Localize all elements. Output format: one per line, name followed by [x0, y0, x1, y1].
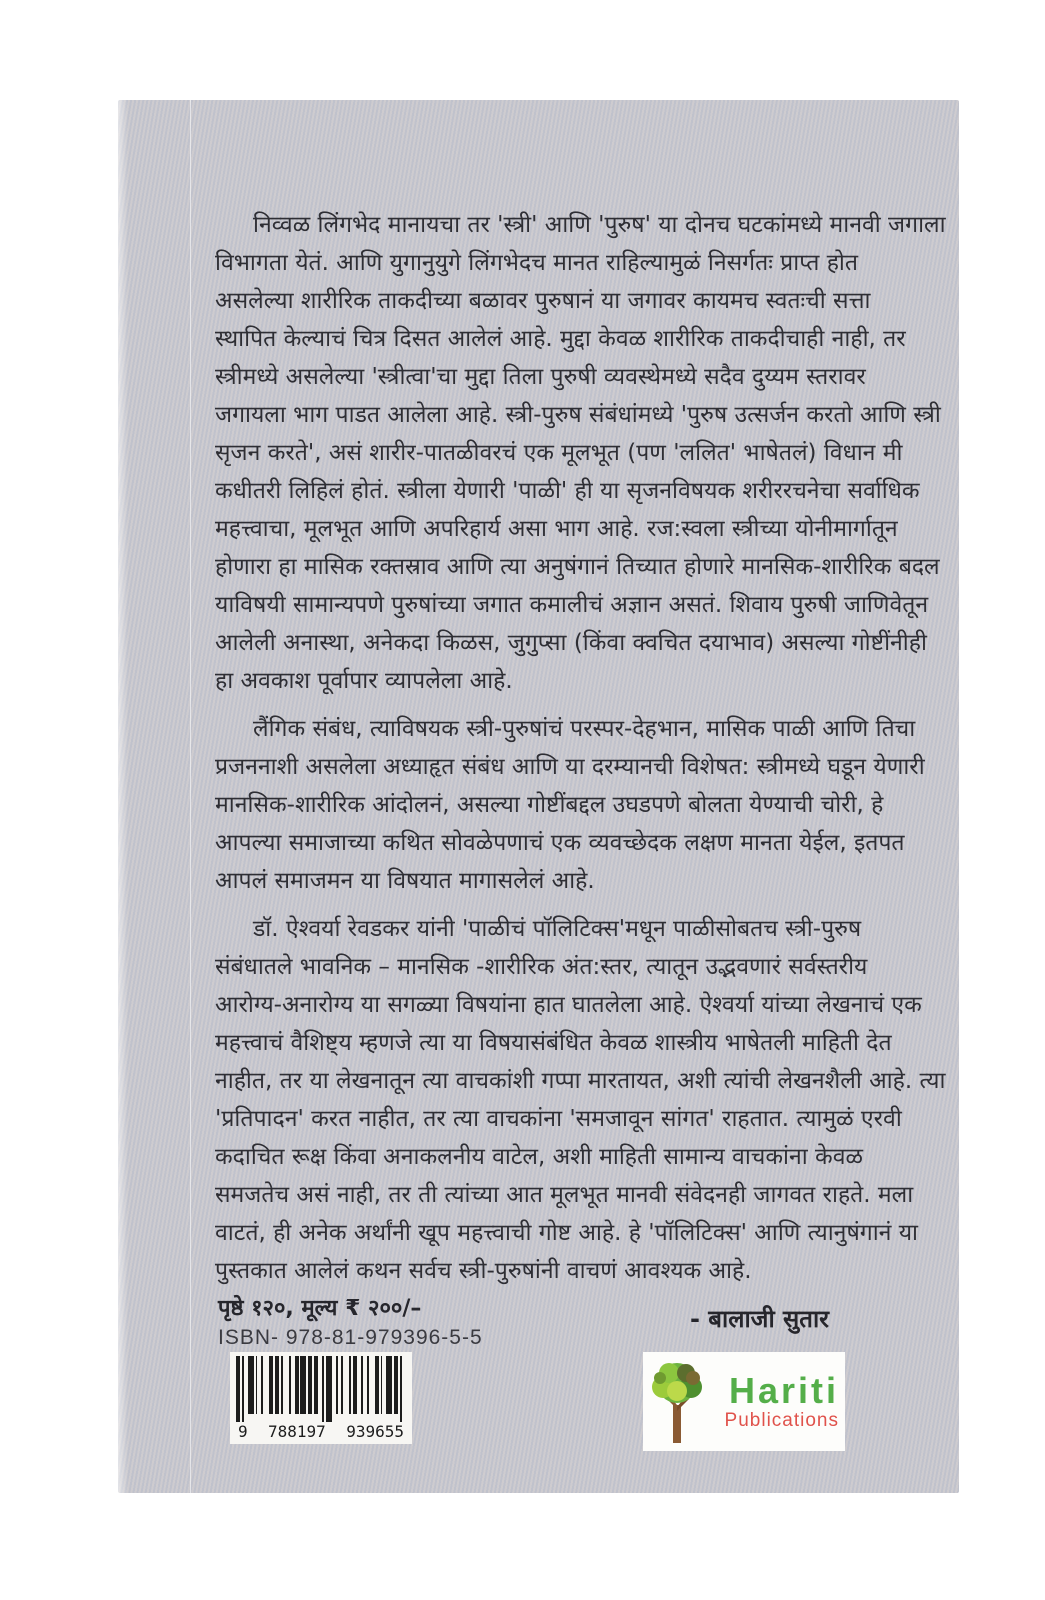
isbn-text: ISBN- 978-81-979396-5-5 — [218, 1326, 483, 1349]
text-line: होणारा हा मासिक रक्तस्राव आणि त्या अनुषंगानं तिच्यात होणारे मानसिक-शारीरिक बदल — [215, 554, 940, 580]
text-line: वाटतं, ही अनेक अर्थांनी खूप महत्त्वाची गोष्ट आहे. हे 'पॉलिटिक्स' आणि त्यानुषंगानं या — [215, 1220, 919, 1246]
text-line: डॉ. ऐश्वर्या रेवडकर यांनी 'पाळीचं पॉलिटिक्स'मधून पाळीसोबतच स्त्री-पुरुष — [253, 916, 862, 942]
barcode-digits — [236, 1422, 406, 1441]
text-line: हा अवकाश पूर्वापार व्यापलेला आहे. — [215, 668, 513, 694]
paragraph — [215, 910, 946, 1290]
text-line: याविषयी सामान्यपणे पुरुषांच्या जगात कमालीचं अज्ञान असतं. शिवाय पुरुषी जाणिवेतून — [215, 592, 929, 618]
cover-fold-line — [190, 100, 191, 1493]
text-line: आलेली अनास्था, अनेकदा किळस, जुगुप्सा (किंवा क्वचित दयाभाव) असल्या गोष्टींनीही — [215, 630, 927, 656]
text-line: आपल्या समाजाच्या कथित सोवळेपणाचं एक व्यवच्छेदक लक्षण मानता येईल, इतपत — [215, 830, 905, 856]
publisher-logo — [643, 1352, 845, 1451]
text-line: पुस्तकात आलेलं कथन सर्वच स्त्री-पुरुषांनी वाचणं आवश्यक आहे. — [215, 1258, 752, 1284]
text-line: स्थापित केल्याचं चित्र दिसत आलेलं आहे. मुद्दा केवळ शारीरिक ताकदीचाही नाही, तर — [215, 326, 906, 352]
barcode-digit-group: 788197 — [268, 1422, 326, 1441]
barcode-digit-group: 939655 — [346, 1422, 404, 1441]
text-line: संबंधातले भावनिक – मानसिक -शारीरिक अंत:स्तर, त्यातून उद्भवणारं सर्वस्तरीय — [215, 954, 868, 980]
text-line: असलेल्या शारीरिक ताकदीच्या बळावर पुरुषानं या जगावर कायमच स्वतःची सत्ता — [215, 288, 871, 314]
barcode — [230, 1352, 412, 1444]
text-line: स्त्रीमध्ये असलेल्या 'स्त्रीत्वा'चा मुद्दा तिला पुरुषी व्यवस्थेमध्ये सदैव दुय्यम स्तरावर — [215, 364, 866, 390]
text-line: समजतेच असं नाही, तर ती त्यांच्या आत मूलभूत मानवी संवेदनही जागवत राहते. मला — [215, 1182, 914, 1208]
barcode-space — [402, 1356, 406, 1414]
text-line: सृजन करते', असं शारीर-पातळीवरचं एक मूलभूत (पण 'ललित' भाषेतलं) विधान मी — [215, 440, 903, 466]
tree-icon — [649, 1357, 705, 1447]
blurb-text — [215, 206, 946, 1338]
barcode-digit-group: 9 — [238, 1422, 248, 1441]
text-line: जगायला भाग पाडत आलेला आहे. स्त्री-पुरुष संबंधांमध्ये 'पुरुष उत्सर्जन करतो आणि स्त्री — [215, 402, 941, 428]
text-line: निव्वळ लिंगभेद मानायचा तर 'स्त्री' आणि 'पुरुष' या दोनच घटकांमध्ये मानवी जगाला — [253, 212, 946, 238]
text-line: कदाचित रूक्ष किंवा अनाकलनीय वाटेल, अशी माहिती सामान्य वाचकांना केवळ — [215, 1144, 863, 1170]
text-line: आरोग्य-अनारोग्य या सगळ्या विषयांना हात घातलेला आहे. ऐश्वर्या यांच्या लेखनाचं एक — [215, 992, 922, 1018]
text-line: लैंगिक संबंध, त्याविषयक स्त्री-पुरुषांचं परस्पर-देहभान, मासिक पाळी आणि तिचा — [253, 716, 916, 742]
author-signature: - बालाजी सुतार — [689, 1305, 829, 1333]
text-line: प्रजननाशी असलेला अध्याहृत संबंध आणि या दरम्यानची विशेषत: स्त्रीमध्ये घडून येणारी — [215, 754, 925, 780]
pages-price-text: पृष्ठे १२०, मूल्य ₹ २००/– — [218, 1296, 422, 1321]
barcode-bars — [236, 1356, 406, 1420]
text-line: आपलं समाजमन या विषयात मागासलेलं आहे. — [215, 868, 595, 894]
publisher-tagline: Publications — [724, 1409, 839, 1431]
paragraph — [215, 710, 925, 900]
text-line: कधीतरी लिहिलं होतं. स्त्रीला येणारी 'पाळी' ही या सृजनविषयक शरीररचनेचा सर्वाधिक — [215, 478, 920, 504]
text-line: महत्त्वाचं वैशिष्ट्य म्हणजे त्या या विषयासंबंधित केवळ शास्त्रीय भाषेतली माहिती देत — [215, 1030, 892, 1056]
paragraph — [215, 206, 946, 700]
text-line: विभागता येतं. आणि युगानुयुगे लिंगभेदच मानत राहिल्यामुळं निसर्गतः प्राप्त होत — [215, 250, 858, 276]
text-line: महत्त्वाचा, मूलभूत आणि अपरिहार्य असा भाग आहे. रज:स्वला स्त्रीच्या योनीमार्गातून — [215, 516, 898, 542]
text-line: मानसिक-शारीरिक आंदोलनं, असल्या गोष्टींबद्दल उघडपणे बोलता येण्याची चोरी, हे — [215, 792, 884, 818]
text-line: 'प्रतिपादन' करत नाहीत, तर त्या वाचकांना 'समजावून सांगत' राहतात. त्यामुळं एरवी — [215, 1106, 902, 1132]
text-line: नाहीत, तर या लेखनातून त्या वाचकांशी गप्पा मारतायत, अशी त्यांची लेखनशैली आहे. त्या — [215, 1068, 946, 1094]
book-back-cover — [118, 100, 959, 1493]
publisher-words — [705, 1369, 839, 1432]
publisher-name: Hariti — [728, 1369, 839, 1411]
